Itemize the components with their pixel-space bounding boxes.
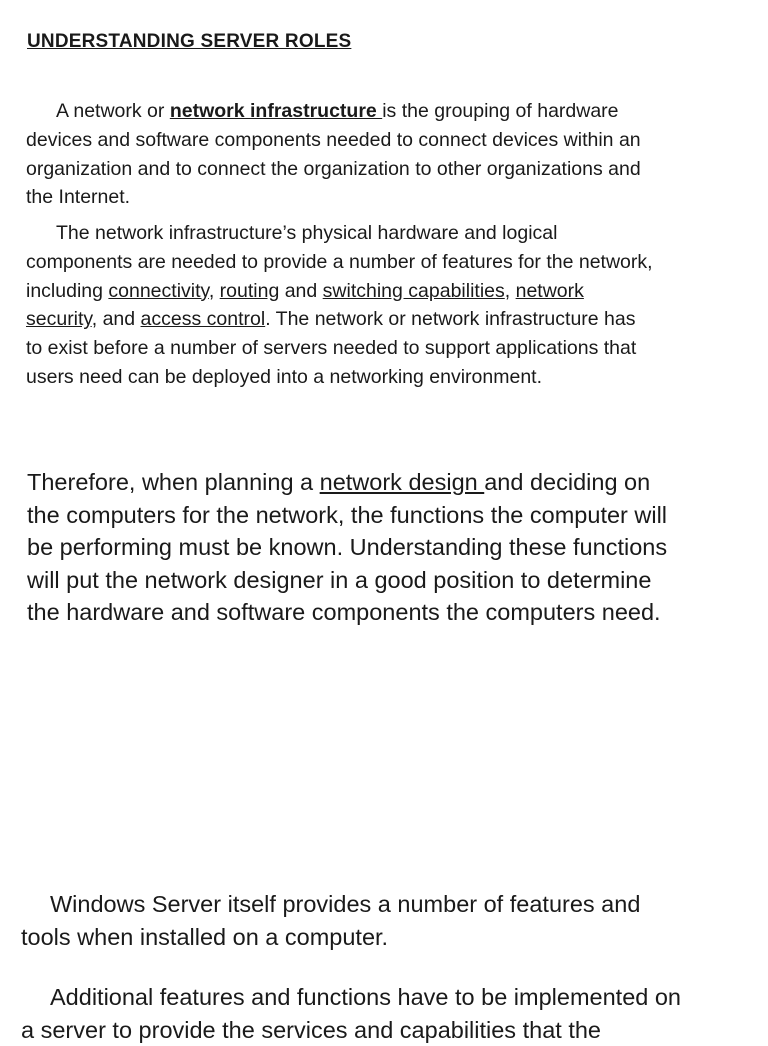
- text-line: Additional features and functions have to be implemented on: [21, 981, 681, 1014]
- text-line: organization and to connect the organization to other organizations and: [26, 155, 641, 184]
- text-line: [26, 97, 641, 126]
- text-run: ,: [505, 280, 516, 302]
- text-line: the Internet.: [26, 183, 641, 212]
- text-run: , and: [92, 308, 141, 330]
- text-run: ,: [209, 280, 220, 302]
- text-line: be performing must be known. Understanding these functions: [27, 531, 667, 564]
- text-line: the hardware and software components the computers need.: [27, 596, 667, 629]
- text-run: A network or: [56, 100, 170, 122]
- text-run: and deciding on: [484, 469, 650, 495]
- link-access-control[interactable]: access control: [141, 308, 266, 330]
- text-line: users need can be deployed into a networking environment.: [26, 363, 653, 392]
- text-line: The network infrastructure’s physical hardware and logical: [26, 219, 653, 248]
- text-line: [26, 277, 653, 306]
- link-network-infrastructure[interactable]: network infrastructure: [170, 100, 382, 122]
- link-network-design[interactable]: network design: [320, 469, 485, 495]
- paragraph-windows-server: [21, 888, 640, 953]
- link-switching-capabilities[interactable]: switching capabilities: [323, 280, 505, 302]
- paragraph-additional-features: [21, 981, 681, 1046]
- text-line: [26, 305, 653, 334]
- text-line: [27, 466, 667, 499]
- text-line: devices and software components needed to connect devices within an: [26, 126, 641, 155]
- text-line: tools when installed on a computer.: [21, 921, 640, 954]
- link-routing[interactable]: routing: [220, 280, 280, 302]
- link-network-security[interactable]: security: [26, 308, 92, 330]
- text-run: including: [26, 280, 108, 302]
- text-line: to exist before a number of servers needed to support applications that: [26, 334, 653, 363]
- text-line: a server to provide the services and capabilities that the: [21, 1014, 681, 1046]
- paragraph-infrastructure-features: [26, 219, 653, 392]
- link-connectivity[interactable]: connectivity: [108, 280, 208, 302]
- paragraph-network-definition: [26, 97, 641, 212]
- text-line: will put the network designer in a good position to determine: [27, 564, 667, 597]
- link-network-security[interactable]: network: [516, 280, 584, 302]
- text-line: Windows Server itself provides a number of features and: [21, 888, 640, 921]
- text-run: Therefore, when planning a: [27, 469, 320, 495]
- text-run: is the grouping of hardware: [382, 100, 618, 122]
- section-heading: UNDERSTANDING SERVER ROLES: [27, 31, 351, 53]
- text-run: . The network or network infrastructure has: [265, 308, 635, 330]
- text-line: components are needed to provide a number of features for the network,: [26, 248, 653, 277]
- paragraph-network-design: [27, 466, 667, 629]
- text-run: and: [279, 280, 322, 302]
- text-line: the computers for the network, the functions the computer will: [27, 499, 667, 532]
